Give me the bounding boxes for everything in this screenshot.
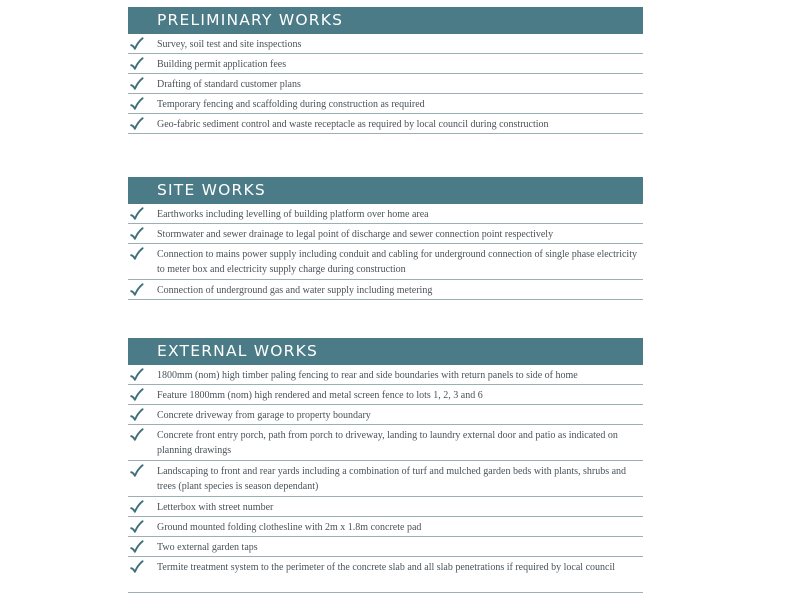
list-item <box>128 385 643 405</box>
list-item-text: Survey, soil test and site inspections <box>157 39 302 50</box>
section-title: PRELIMINARY WORKS <box>128 7 643 34</box>
list-item <box>128 114 643 134</box>
checkmark-icon <box>129 76 145 92</box>
list-item-text: 1800mm (nom) high timber paling fencing to rear and side boundaries with return panels to side of home <box>157 370 578 381</box>
checkmark-icon <box>129 96 145 112</box>
section-site-works <box>128 177 643 300</box>
checkmark-icon <box>129 206 145 222</box>
list-item-text: Ground mounted folding clothesline with 2m x 1.8m concrete pad <box>157 522 422 533</box>
checkmark-icon <box>129 407 145 423</box>
list-item <box>128 74 643 94</box>
list-item-text: Concrete front entry porch, path from porch to driveway, landing to laundry external door and patio as indicated on planning drawings <box>157 430 618 456</box>
list-item-text: Termite treatment system to the perimeter of the concrete slab and all slab penetrations if required by local council <box>157 562 616 573</box>
list-item-text: Feature 1800mm (nom) high rendered and metal screen fence to lots 1, 2, 3 and 6 <box>157 390 483 401</box>
list-item-text: Stormwater and sewer drainage to legal point of discharge and sewer connection point respectively <box>157 229 554 240</box>
section-title: EXTERNAL WORKS <box>128 338 643 365</box>
checkmark-icon <box>129 36 145 52</box>
checkmark-icon <box>129 519 145 535</box>
list-item <box>128 461 643 497</box>
list-item <box>128 557 643 593</box>
list-item <box>128 405 643 425</box>
checkmark-icon <box>129 116 145 132</box>
list-item-text: Drafting of standard customer plans <box>157 79 301 90</box>
list-item <box>128 517 643 537</box>
list-item <box>128 224 643 244</box>
checkmark-icon <box>129 559 145 575</box>
checkmark-icon <box>129 387 145 403</box>
list-item-text: Earthworks including levelling of building platform over home area <box>157 209 429 220</box>
section-title: SITE WORKS <box>128 177 643 204</box>
checkmark-icon <box>129 539 145 555</box>
list-item <box>128 365 643 385</box>
list-item-text: Geo-fabric sediment control and waste receptacle as required by local council during construction <box>157 119 549 130</box>
checkmark-icon <box>129 56 145 72</box>
list-item-text: Concrete driveway from garage to property boundary <box>157 410 371 421</box>
list-item <box>128 204 643 224</box>
checkmark-icon <box>129 463 145 479</box>
checkmark-icon <box>129 427 145 443</box>
section-preliminary-works <box>128 7 643 134</box>
list-item <box>128 425 643 461</box>
checkmark-icon <box>129 367 145 383</box>
list-item <box>128 34 643 54</box>
list-item-text: Connection of underground gas and water supply including metering <box>157 285 433 296</box>
checkmark-icon <box>129 246 145 262</box>
list-item-text: Letterbox with street number <box>157 502 274 513</box>
list-item <box>128 244 643 280</box>
checkmark-icon <box>129 499 145 515</box>
section-external-works <box>128 338 643 593</box>
list-item-text: Landscaping to front and rear yards including a combination of turf and mulched garden beds with plants, shrubs and trees (plant species is season dependant) <box>157 466 627 492</box>
list-item <box>128 54 643 74</box>
list-item-text: Two external garden taps <box>157 542 258 553</box>
checkmark-icon <box>129 226 145 242</box>
list-item <box>128 537 643 557</box>
list-item-text: Temporary fencing and scaffolding during construction as required <box>157 99 425 110</box>
list-item-text: Connection to mains power supply including conduit and cabling for underground connection of single phase electricity to meter box and electricity supply charge during construction <box>157 249 637 275</box>
list-item-text: Building permit application fees <box>157 59 287 70</box>
list-item <box>128 497 643 517</box>
list-item <box>128 94 643 114</box>
list-item <box>128 280 643 300</box>
checkmark-icon <box>129 282 145 298</box>
